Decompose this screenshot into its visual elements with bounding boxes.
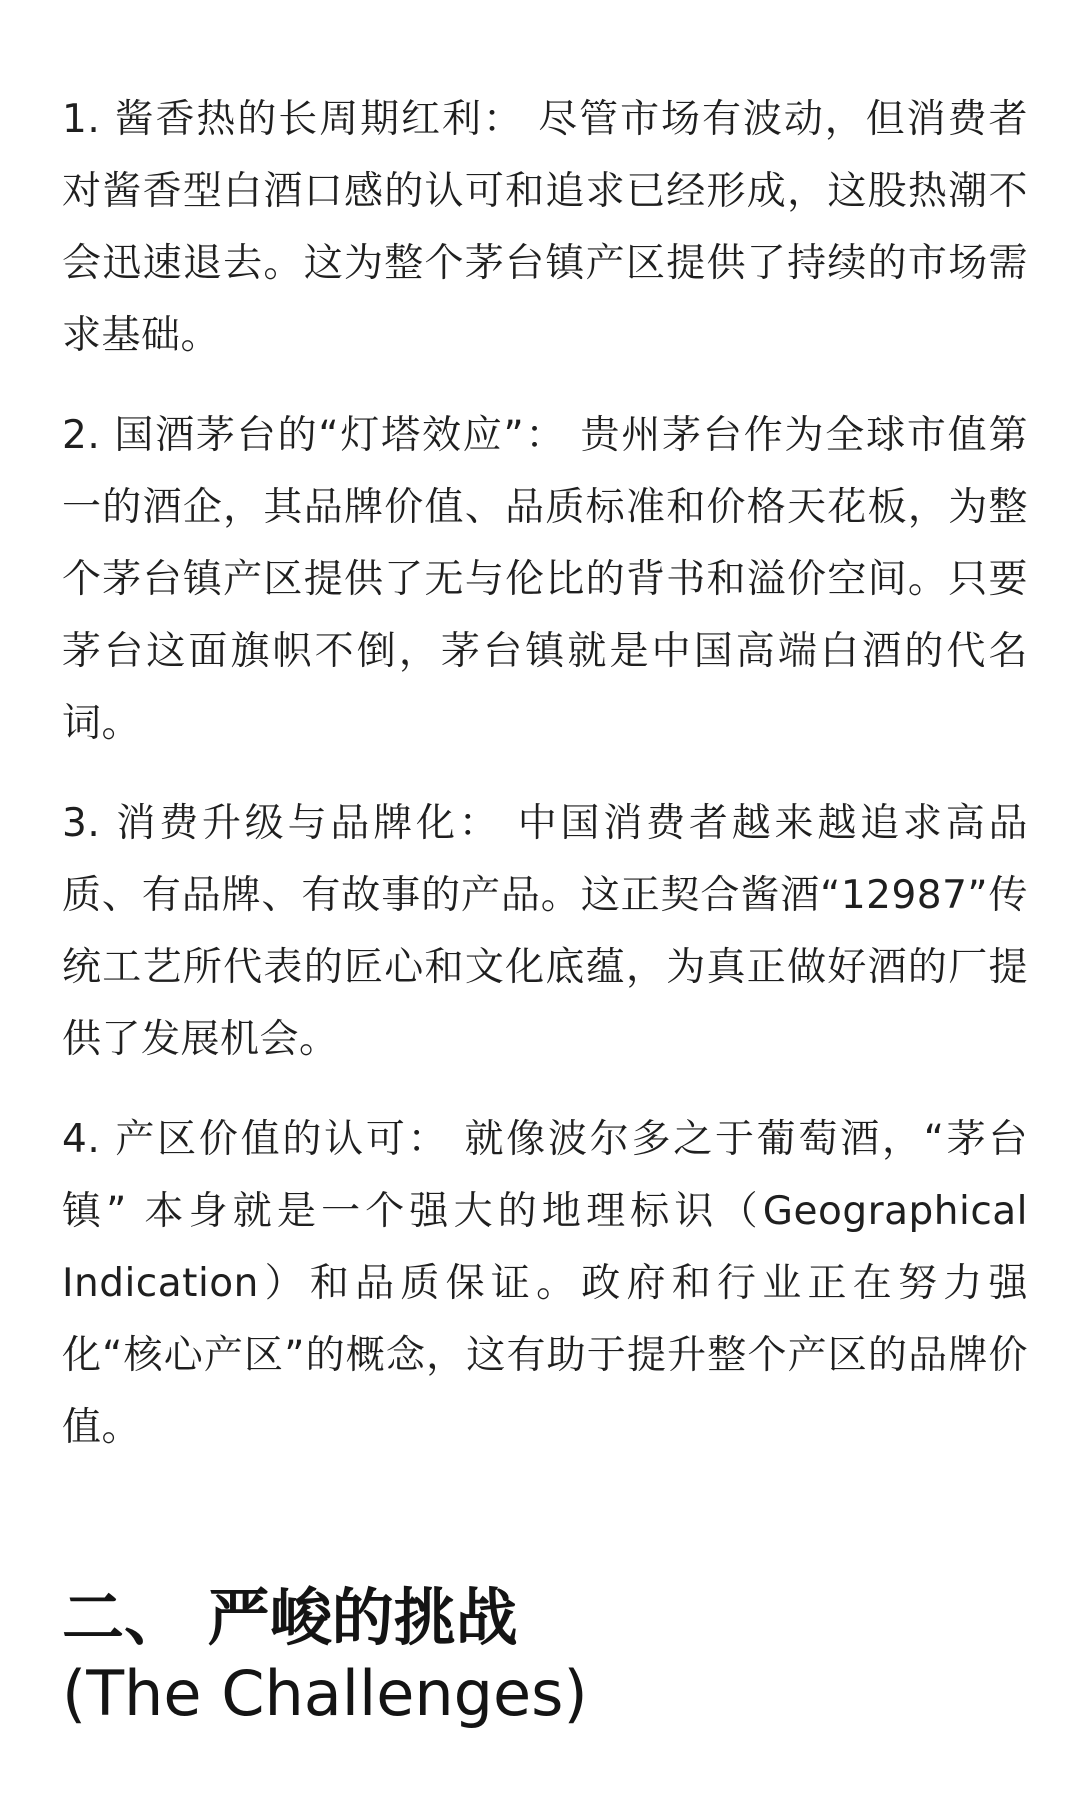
section-subtitle: (The Challenges) xyxy=(62,1657,588,1730)
list-item-text: 尽管市场有波动，但消费者对酱香型白酒口感的认可和追求已经形成，这股热潮不会迅速退去。这为整个茅台镇产区提供了持续的市场需求基础。 xyxy=(62,97,1028,358)
section-heading xyxy=(62,1580,1028,1732)
list-item-text: 中国消费者越来越追求高品质、有品牌、有故事的产品。这正契合酱酒“12987”传统工艺所代表的匠心和文化底蕴，为真正做好酒的厂提供了发展机会。 xyxy=(62,801,1028,1062)
list-item-label: 4. 产区价值的认可： xyxy=(62,1117,450,1162)
list-item-label: 3. 消费升级与品牌化： xyxy=(62,801,502,846)
section-title: 二、 严峻的挑战 xyxy=(62,1581,518,1654)
list-item-label: 2. 国酒茅台的“灯塔效应”： xyxy=(62,413,567,458)
list-item xyxy=(62,788,1028,1076)
article-body xyxy=(62,84,1028,1732)
list-item xyxy=(62,84,1028,372)
list-item-text: 就像波尔多之于葡萄酒，“茅台镇” 本身就是一个强大的地理标识（Geographical Indication）和品质保证。政府和行业正在努力强化“核心产区”的概念，这有助于提升整个产区的品牌价值。 xyxy=(62,1117,1028,1450)
list-item xyxy=(62,1104,1028,1464)
list-item-label: 1. 酱香热的长周期红利： xyxy=(62,97,524,142)
list-item xyxy=(62,400,1028,760)
list-item-text: 贵州茅台作为全球市值第一的酒企，其品牌价值、品质标准和价格天花板，为整个茅台镇产区提供了无与伦比的背书和溢价空间。只要茅台这面旗帜不倒，茅台镇就是中国高端白酒的代名词。 xyxy=(62,413,1028,746)
